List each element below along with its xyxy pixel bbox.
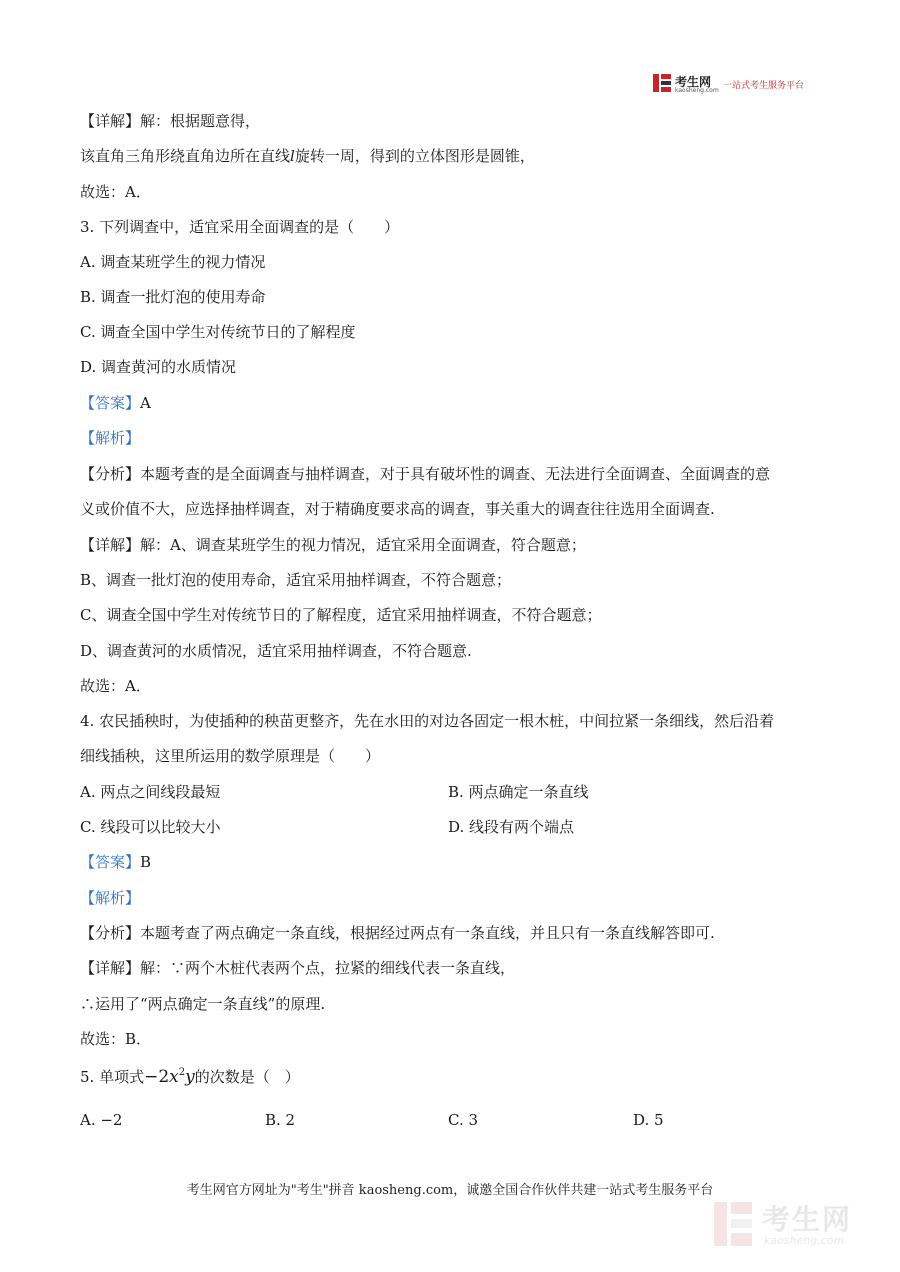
answer-value: B (140, 853, 152, 871)
detail-line-1: 【详解】解：根据题意得， (80, 112, 261, 130)
header-logo (652, 72, 822, 98)
q3-option-a: A. 调查某班学生的视力情况 (80, 253, 266, 271)
q4-answer (80, 852, 151, 872)
question-5 (80, 1067, 300, 1087)
answer-value: A (140, 394, 151, 412)
q4-choice: 故选：B． (80, 1030, 152, 1048)
question-4-line-1: 4. 农民插秧时，为使插种的秧苗更整齐，先在水田的对边各固定一根木桩，中间拉紧一条细线，然后沿着 (80, 712, 775, 730)
q4-option-c: C. 线段可以比较大小 (80, 818, 221, 836)
q5-coefficient: −2 (144, 1067, 170, 1087)
detail-line-2 (80, 146, 535, 166)
watermark-brand: 考生网 (762, 1203, 853, 1236)
q3-answer (80, 393, 151, 413)
question-4-line-2: 细线插秧，这里所运用的数学原理是（ ） (80, 747, 381, 765)
q3-detail-c: C、调查全国中学生对传统节日的了解程度，适宜采用抽样调查，不符合题意； (80, 606, 602, 624)
q5-suffix: 的次数是（ ） (194, 1068, 300, 1086)
q5-option-b: B. 2 (265, 1111, 296, 1129)
q4-option-a: A. 两点之间线段最短 (80, 783, 221, 801)
header-brand: 考生网 (675, 75, 712, 89)
q5-option-a: A. −2 (80, 1111, 123, 1129)
header-domain: kaosheng.com (675, 87, 719, 94)
kaosheng-logo-icon (652, 73, 672, 93)
q3-option-b: B. 调查一批灯泡的使用寿命 (80, 288, 266, 306)
page-footer: 考生网官方网址为"考生"拼音 kaosheng.com，诚邀全国合作伙伴共建一站式考生服务平台 (186, 1183, 714, 1198)
choice-line-q2: 故选：A． (80, 183, 151, 201)
q4-analysis-tag: 【解析】 (80, 889, 141, 907)
q4-analysis: 【分析】本题考查了两点确定一条直线，根据经过两点有一条直线，并且只有一条直线解答即可. (80, 924, 715, 942)
answer-tag: 【答案】 (80, 853, 141, 871)
q5-prefix: 5. 单项式 (80, 1068, 145, 1086)
q5-var-x: x (169, 1067, 179, 1087)
q3-analysis-tag: 【解析】 (80, 429, 141, 447)
watermark-logo-icon (712, 1200, 754, 1248)
q3-detail-b: B、调查一批灯泡的使用寿命，适宜采用抽样调查，不符合题意； (80, 571, 512, 589)
q4-option-d: D. 线段有两个端点 (448, 818, 575, 836)
q5-exponent: 2 (178, 1067, 186, 1078)
detail-line-2a: 该直角三角形绕直角边所在直线 (80, 147, 291, 165)
q5-option-d: D. 5 (633, 1111, 664, 1129)
watermark-domain: kaosheng.com (764, 1234, 845, 1247)
q4-detail-1: 【详解】解：∵两个木桩代表两个点，拉紧的细线代表一条直线， (80, 959, 516, 977)
question-3: 3. 下列调查中，适宜采用全面调查的是（ ） (80, 218, 400, 236)
q3-option-d: D. 调查黄河的水质情况 (80, 358, 237, 376)
q5-var-y: y (185, 1067, 195, 1087)
q3-detail-a: 【详解】解：A、调查某班学生的视力情况，适宜采用全面调查，符合题意； (80, 536, 586, 554)
q4-detail-2: ∴运用了“两点确定一条直线”的原理. (80, 995, 326, 1013)
q3-analysis-1: 【分析】本题考查的是全面调查与抽样调查，对于具有破坏性的调查、无法进行全面调查、全面调查的意 (80, 465, 771, 483)
watermark (712, 1196, 887, 1256)
line-variable: l (290, 147, 295, 165)
q3-analysis-2: 义或价值不大，应选择抽样调查，对于精确度要求高的调查，事关重大的调查往往选用全面调查. (80, 500, 715, 518)
answer-tag: 【答案】 (80, 394, 141, 412)
q3-choice: 故选：A． (80, 677, 151, 695)
q3-option-c: C. 调查全国中学生对传统节日的了解程度 (80, 323, 356, 341)
header-slogan: 一站式考生服务平台 (723, 81, 805, 91)
detail-line-2b: 旋转一周，得到的立体图形是圆锥， (294, 147, 535, 165)
q5-option-c: C. 3 (448, 1111, 479, 1129)
q3-detail-d: D、调查黄河的水质情况，适宜采用抽样调查，不符合题意. (80, 642, 472, 660)
q4-option-b: B. 两点确定一条直线 (448, 783, 589, 801)
